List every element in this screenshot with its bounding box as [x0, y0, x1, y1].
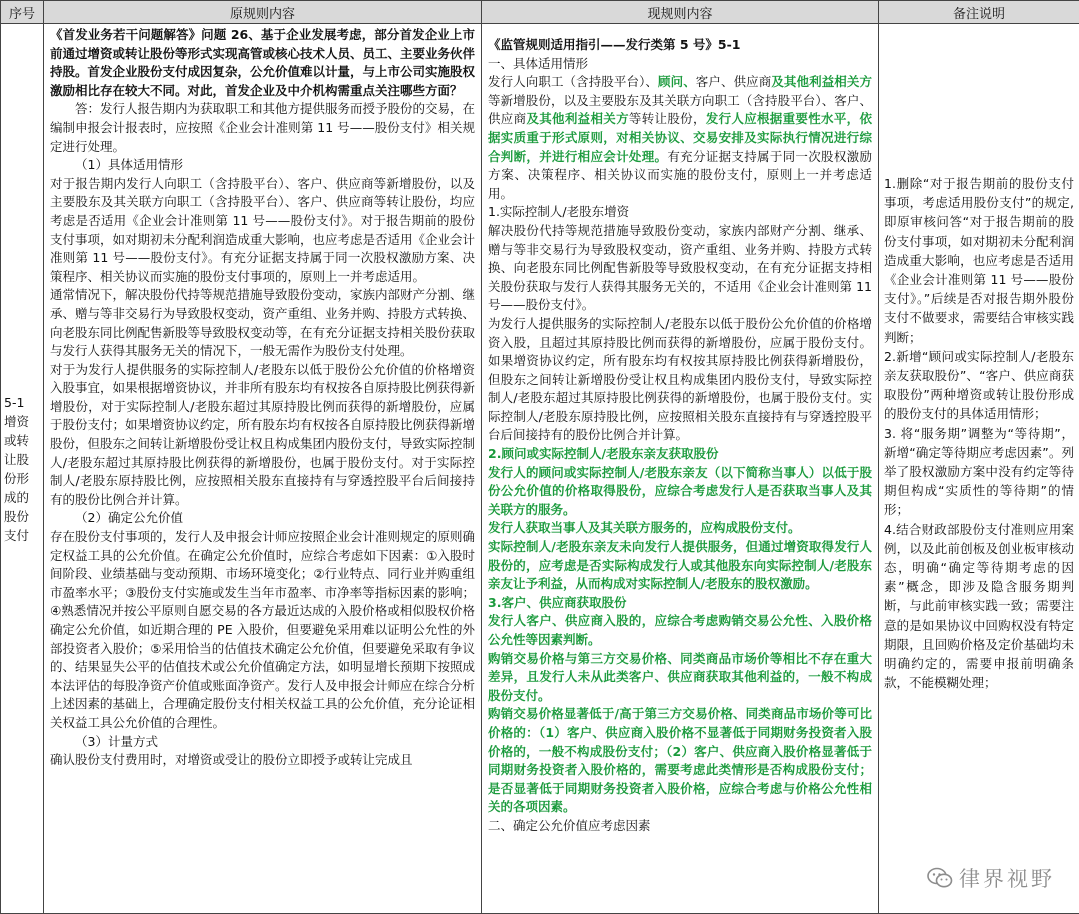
new-green-2: 发行人获取当事人及其关联方服务的，应构成股份支付。: [488, 519, 872, 538]
header-notes: 备注说明: [879, 1, 1079, 24]
note-4: 4.结合财政部股份支付准则应用案例，以及此前创板及创业板审核动态，明确“确定等待期考虑的因素”概念，即涉及隐含服务期判断，与此前审核实践一致；需要注意的是如果协议中回购权没有特定期限，且回购价格及定价基础均未明确约定的，需要申报前明确条款，不能模糊处理；: [884, 520, 1074, 693]
old-para-4: 存在股份支付事项的，发行人及申报会计师应按照企业会计准则规定的原则确定权益工具的公允价值。在确定公允价值时，应综合考虑如下因素：①入股时间阶段、业绩基础与变动预期、市场环境变化；②行业特点、同行业并购重组市盈率水平；③股份支付实施或发生当年市盈率、市净率等指标因素的影响；④熟悉情况并按公平原则自愿交易的各方最近达成的入股价格或相似股权价格确定公允价值，如近期合理的 PE 入股价，但要避免采用难以证明公允性的外部投资者入股价；⑤采用恰当的估值技术确定公允价值，但要避免采取有争议的、结果显失公平的估值技术或公允价值确定方法，如明显增长预期下按照成本法评估的每股净资产价值或账面净资产。发行人及申报会计师应在综合分析上述因素的基础上，合理确定股份支付相关权益工具的公允价值，充分论证相关权益工具公允价值的合理性。: [50, 528, 475, 733]
new-section-4: 3.客户、供应商获取股份: [488, 594, 872, 613]
seq-label: 5-1 增资或转让股份形成的股份支付: [1, 393, 43, 545]
old-para-5: 确认股份支付费用时，对增资或受让的股份立即授予或转让完成且: [50, 751, 475, 770]
new-green-6: 购销交易价格显著低于/高于第三方交易价格、同类商品市场价等可比价格的：（1）客户、供应商入股价格不显著低于同期财务投资者入股价格的，一般不构成股份支付；（2）客户、供应商入股价格显著低于同期财务投资者入股价格的，需要考虑此类情形是否构成股份支付；是否显著低于同期财务投资者入股价格，应综合考虑与价格公允性相关的各项因素。: [488, 705, 872, 817]
new-green-4: 发行人客户、供应商入股的，应综合考虑购销交易公允性、入股价格公允性等因素判断。: [488, 612, 872, 649]
old-heading-3: （3）计量方式: [50, 733, 475, 752]
new-para-1: [488, 73, 872, 203]
note-1: 1.删除“对于报告期前的股份支付事项，考虑适用股份支付”的规定,即原审核问答“对于报告期前的股份支付事项，如对期初未分配利润造成重大影响，也应考虑是否适用《企业会计准则第 11 号——股份支付》。”后续是否对报告期外股份支付不做要求，需要结合审核实践判断；: [884, 174, 1074, 347]
note-2: 2.新增“顾问或实际控制人/老股东亲友获取股份”、“客户、供应商获取股份”两种增资或转让股份形成的股份支付的具体适用情形；: [884, 347, 1074, 424]
text-run: 等转让股份，: [629, 111, 706, 126]
seq-cell: [1, 24, 44, 914]
new-green-5: 购销交易价格与第三方交易价格、同类商品市场价等相比不存在重大差异，且发行人未从此类客户、供应商获取其他利益的，一般不构成股份支付。: [488, 650, 872, 706]
old-answer: 答：发行人报告期内为获取职工和其他方提供服务而授予股份的交易，在编制申报会计报表时，应按照《企业会计准则第 11 号——股份支付》相关规定进行处理。: [50, 100, 475, 156]
text-run: 客户、供应商: [696, 74, 772, 89]
header-row: [1, 1, 1079, 24]
new-section-3: 2.顾问或实际控制人/老股东亲友获取股份: [488, 445, 872, 464]
old-question: 《首发业务若干问题解答》问题 26、基于企业发展考虑，部分首发企业上市前通过增资或转让股份等形式实现高管或核心技术人员、员工、主要业务伙伴持股。首发企业股份支付成因复杂，公允价值难以计量，与上市公司实施股权激励相比存在较大不同。对此，首发企业及中介机构需重点关注哪些方面？: [50, 26, 475, 100]
notes-cell: [879, 24, 1079, 914]
new-green-1: 发行人的顾问或实际控制人/老股东亲友（以下简称当事人）以低于股份公允价值的价格取得股份，应综合考虑发行人是否获取当事人及其关联方的服务。: [488, 464, 872, 520]
header-new-rules: 现规则内容: [482, 1, 879, 24]
wechat-icon: [927, 867, 953, 889]
new-title: 《监管规则适用指引——发行类第 5 号》5-1: [488, 36, 872, 55]
old-heading-1: （1）具体适用情形: [50, 156, 475, 175]
old-para-1: 对于报告期内发行人向职工（含持股平台）、客户、供应商等新增股份，以及主要股东及其关联方向职工（含持股平台）、客户、供应商等转让股份，均应考虑是否适用《企业会计准则第 11 号——股份支付》。对于报告期前的股份支付事项，如对期初未分配利润造成重大影响，也应考虑是否适用《企业会计准则第 11 号——股份支付》。有充分证据支持属于同一次股权激励方案、决策程序、相关协议而实施的股份支付事项的，原则上一并考虑适用。: [50, 175, 475, 287]
old-rules-cell: [44, 24, 482, 914]
old-heading-2: （2）确定公允价值: [50, 509, 475, 528]
new-para-2: 解决股份代持等规范措施导致股份变动，家族内部财产分割、继承、赠与等非交易行为导致股权变动，资产重组、业务并购、持股方式转换、向老股东同比例配售新股等导致股权变动，在有充分证据支持相关股份获取与发行人获得其服务无关的，不适用《企业会计准则第 11 号——股份支付》。: [488, 222, 872, 315]
table-row: [1, 24, 1079, 914]
watermark-text: 律界视野: [959, 863, 1055, 893]
header-old-rules: 原规则内容: [44, 1, 482, 24]
highlight-run: 顾问、: [658, 74, 696, 89]
old-para-3: 对于为发行人提供服务的实际控制人/老股东以低于股份公允价值的价格增资入股事宜，如果根据增资协议，并非所有股东均有权按各自原持股比例获得新增股份，对于实际控制人/老股东超过其原持股比例而获得的新增股份，应属于股份支付；如果增资协议约定，所有股东均有权按各自原持股比例获得新增股份，但股东之间转让新增股份受让权且构成集团内股份支付，导致实际控制人/老股东超过其原持股比例获得的新增股份，也属于股份支付。对于实际控制人/老股东原持股比例，应按照相关股东直接持有与穿透控股平台后间接持有的股份比例合并计算。: [50, 361, 475, 510]
highlight-run: 发行人应根据重要性水平，依据实质重于形式原则，对相关协议、交易安排及实际执行情况进行综合判断，并进行相应会计处理。: [488, 111, 872, 163]
new-green-3: 实际控制人/老股东亲友未向发行人提供服务，但通过增资取得发行人股份的，应考虑是否实际构成发行人或其他股东向实际控制人/老股东亲友让予利益，从而构成对实际控制人/老股东的股权激励。: [488, 538, 872, 594]
highlight-run: 及其他利益相关方: [771, 74, 872, 89]
new-para-3: 为发行人提供服务的实际控制人/老股东以低于股份公允价值的价格增资入股，且超过其原持股比例而获得的新增股份，应属于股份支付。如果增资协议约定，所有股东均有权按其原持股比例获得新增股份，但股东之间转让新增股份受让权且构成集团内股份支付，导致实际控制人/老股东超过其原持股比例获得的新增股份，也属于股份支付。实际控制人/老股东原持股比例，应按照相关股东直接持有与穿透控股平台后间接持有的股份比例合并计算。: [488, 315, 872, 445]
old-para-2: 通常情况下，解决股份代持等规范措施导致股份变动，家族内部财产分割、继承、赠与等非交易行为导致股权变动，资产重组、业务并购、持股方式转换、向老股东同比例配售新股等导致股权变动等，在有充分证据支持相关股份获取与发行人获得其服务无关的情况下，一般无需作为股份支付处理。: [50, 286, 475, 360]
watermark: [923, 861, 1059, 895]
note-3: 3. 将“服务期”调整为“等待期”，新增“确定等待期应考虑因素”。列举了股权激励方案中没有约定等待期但构成“实质性的等待期”的情形；: [884, 424, 1074, 520]
text-run: 有充分证据支持属于同一次股权激励方案、决策程序、相关协议而实施的股份支付，原则上一并考虑适用。: [488, 149, 872, 201]
header-seq: 序号: [1, 1, 44, 24]
new-rules-cell: [482, 24, 879, 914]
text-run: 等新增股份，以及主要股东及其关联方向职工（含持股平台）、客户、供应商: [488, 93, 872, 127]
new-section-5: 二、确定公允价值应考虑因素: [488, 817, 872, 836]
text-run: 发行人向职工（含持股平台）、: [488, 74, 658, 89]
new-section-1: 一、具体适用情形: [488, 55, 872, 74]
highlight-run: 及其他利益相关方: [526, 111, 628, 126]
new-section-2: 1.实际控制人/老股东增资: [488, 203, 872, 222]
